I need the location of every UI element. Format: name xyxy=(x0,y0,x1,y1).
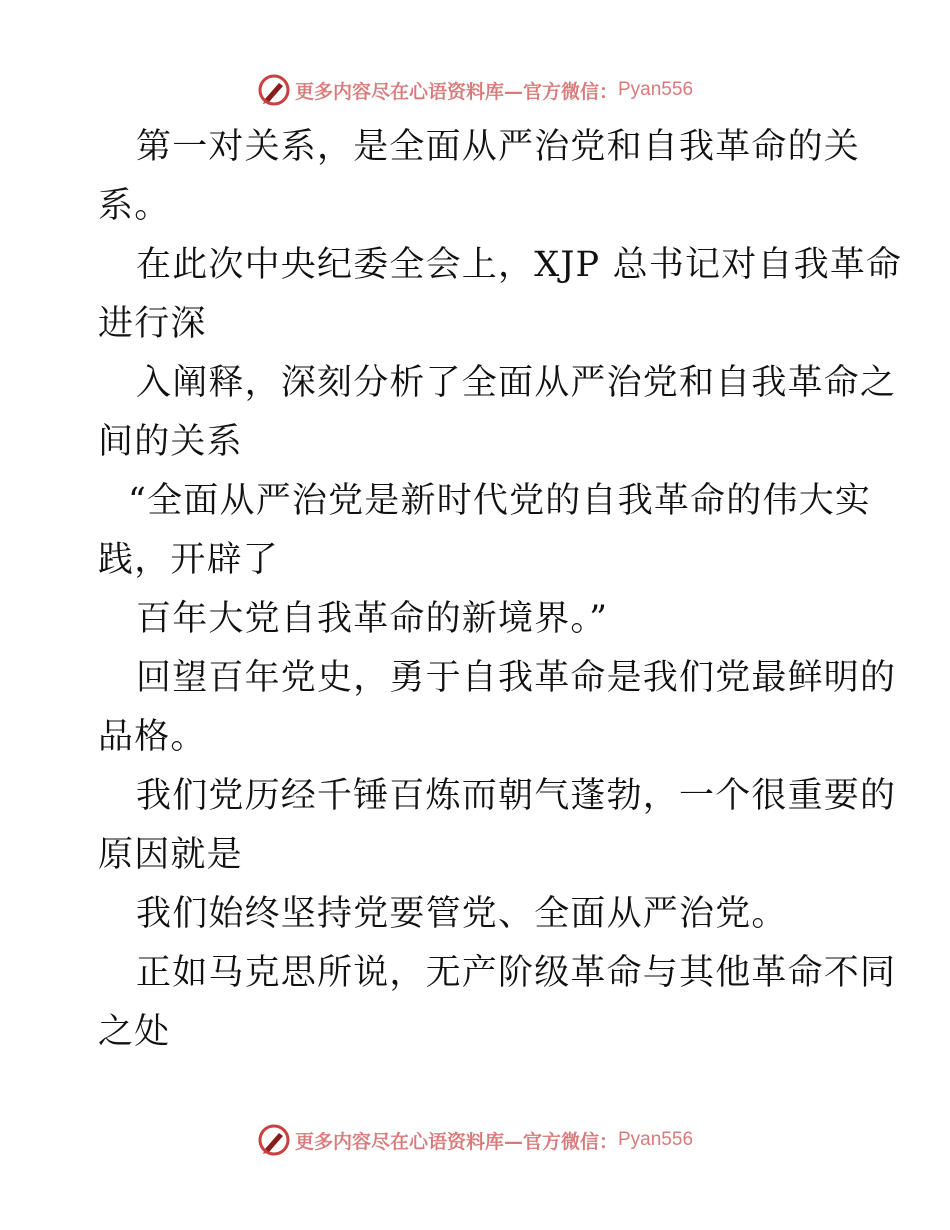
pen-logo-icon xyxy=(257,73,291,107)
paragraph-7 xyxy=(98,767,897,885)
text-line: 第一对关系，是全面从严治党和自我革命的关 xyxy=(136,127,861,167)
text-line: 我们始终坚持党要管党、全面从严治党。 xyxy=(136,894,788,934)
paragraph-2 xyxy=(98,236,903,354)
document-body xyxy=(98,118,903,1062)
text-line: 进行深 xyxy=(98,304,207,344)
header-banner xyxy=(0,70,950,110)
text-line: 系。 xyxy=(98,186,171,226)
pen-logo-icon xyxy=(257,1123,291,1157)
text-line: 践，开辟了 xyxy=(98,540,280,580)
text-line: 入阐释，深刻分析了全面从严治党和自我革命之 xyxy=(136,363,897,403)
text-line: 间的关系 xyxy=(98,422,243,462)
paragraph-4 xyxy=(98,472,872,590)
text-line: 原因就是 xyxy=(98,835,243,875)
banner-wechat-id: Pyan556 xyxy=(618,79,694,100)
banner-text: 更多内容尽在心语资料库—官方微信： xyxy=(294,1130,618,1153)
text-line: 品格。 xyxy=(98,717,207,757)
paragraph-6 xyxy=(98,649,897,767)
text-line: 回望百年党史，勇于自我革命是我们党最鲜明的 xyxy=(136,658,897,698)
text-line: “全面从严治党是新时代党的自我革命的伟大实 xyxy=(128,481,872,521)
banner-wechat-id: Pyan556 xyxy=(618,1129,694,1150)
text-line: 百年大党自我革命的新境界。” xyxy=(136,599,609,639)
footer-banner xyxy=(0,1120,950,1160)
paragraph-8 xyxy=(98,885,858,944)
text-line: 在此次中央纪委全会上，XJP 总书记对自我革命 xyxy=(136,245,903,285)
paragraph-5 xyxy=(98,590,858,649)
paragraph-1 xyxy=(98,118,861,236)
paragraph-9 xyxy=(98,944,897,1062)
paragraph-3 xyxy=(98,354,897,472)
banner-text: 更多内容尽在心语资料库—官方微信： xyxy=(294,80,618,103)
text-line: 正如马克思所说，无产阶级革命与其他革命不同 xyxy=(136,953,897,993)
text-line: 之处 xyxy=(98,1012,171,1052)
text-line: 我们党历经千锤百炼而朝气蓬勃，一个很重要的 xyxy=(136,776,897,816)
